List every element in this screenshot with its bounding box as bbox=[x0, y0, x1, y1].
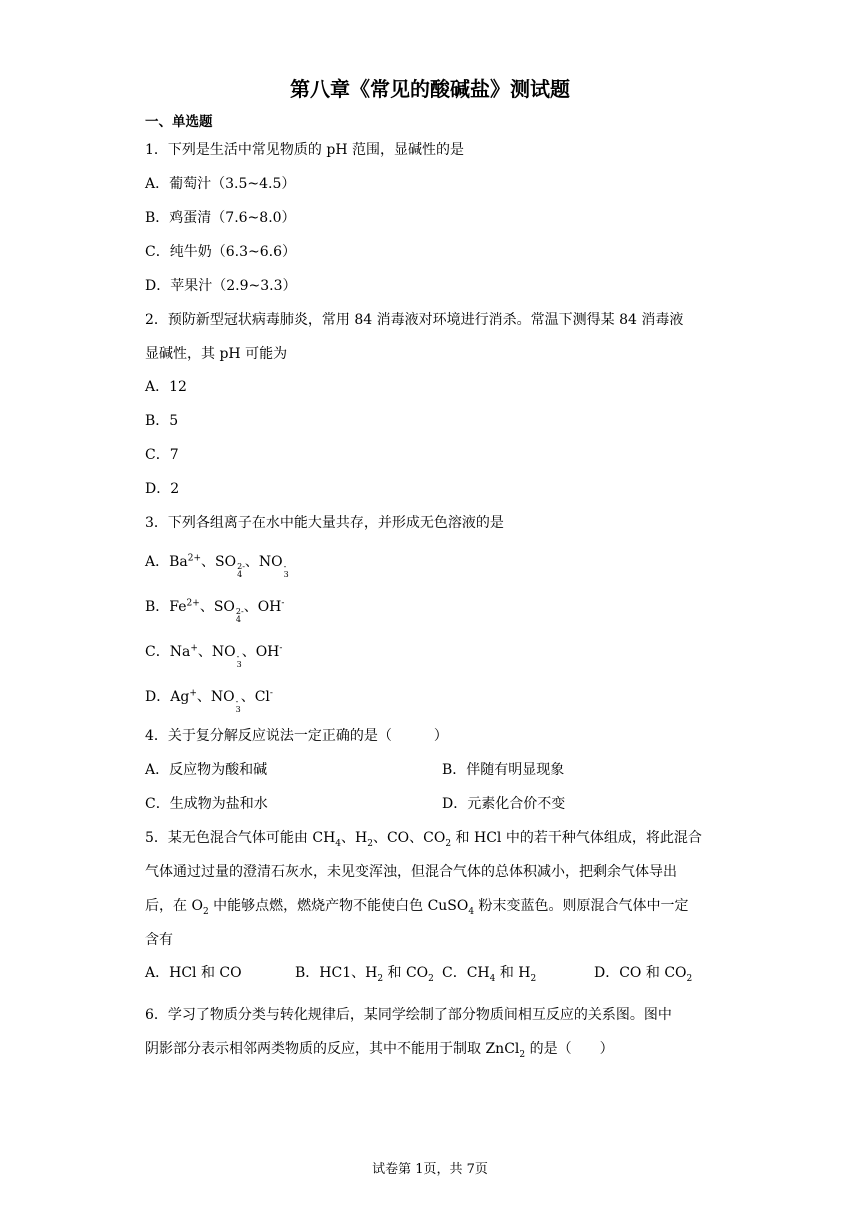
section-heading: 一、单选题 bbox=[145, 114, 213, 130]
q3-stem: 3．下列各组离子在水中能大量共存，并形成无色溶液的是 bbox=[145, 515, 504, 531]
q1-option-b[interactable]: B．鸡蛋清（7.6~8.0） bbox=[145, 210, 296, 226]
q1-option-a[interactable]: A．葡萄汁（3.5~4.5） bbox=[145, 176, 296, 192]
page-footer: 试卷第 1页，共 7页 bbox=[372, 1162, 488, 1177]
option-label: D． bbox=[145, 689, 171, 705]
q4-option-d[interactable]: D．元素化合价不变 bbox=[442, 796, 566, 812]
q3-option-a[interactable]: A．$Ba^{2+}$、SO 2- 4 、NO - 3 bbox=[145, 553, 289, 579]
q1-stem: 1．下列是生活中常见物质的 pH 范围，显碱性的是 bbox=[145, 142, 464, 158]
q3-option-c[interactable]: C．Na+、NO - 3 、OH- bbox=[145, 643, 283, 669]
q5-stem-line1: 5．某无色混合气体可能由 $CH_4$、$H_2$、CO、$CO_2$ 和 HCl 中的若干种气体组成，将此混合 bbox=[145, 830, 702, 849]
q2-stem-line2: 显碱性，其 pH 可能为 bbox=[145, 346, 288, 362]
q2-option-b[interactable]: B．5 bbox=[145, 413, 179, 429]
q5-option-c[interactable]: C．$CH_4$ 和 $H_2$ bbox=[442, 965, 537, 984]
q6-stem-line2: 阴影部分表示相邻两类物质的反应，其中不能用于制取 ZnCl$_2$ 的是（ ） bbox=[145, 1041, 614, 1060]
q5-option-a[interactable]: A．HCl 和 CO bbox=[145, 965, 242, 981]
q5-stem-line3: 后，在 $O_2$ 中能够点燃，燃烧产物不能使白色 CuSO$_4$ 粉末变蓝色。则原混合气体中一定 bbox=[145, 898, 689, 917]
q3-option-d[interactable]: D．Ag+、NO - 3 、Cl- bbox=[145, 688, 273, 714]
option-label: B． bbox=[145, 599, 170, 615]
option-label: A． bbox=[145, 554, 170, 570]
q1-option-c[interactable]: C．纯牛奶（6.3~6.6） bbox=[145, 244, 296, 260]
option-label: C． bbox=[145, 644, 170, 660]
q2-option-c[interactable]: C．7 bbox=[145, 447, 179, 463]
q3-option-b[interactable]: B．$Fe^{2+}$、SO 2- 4 、OH- bbox=[145, 598, 285, 624]
q2-stem-line1: 2．预防新型冠状病毒肺炎，常用 84 消毒液对环境进行消杀。常温下测得某 84 消毒液 bbox=[145, 312, 684, 328]
q2-option-d[interactable]: D．2 bbox=[145, 481, 180, 497]
q2-option-a[interactable]: A．12 bbox=[145, 379, 187, 395]
q5-stem-line4: 含有 bbox=[145, 932, 173, 948]
q5-option-b[interactable]: B．HC1、$H_2$ 和 $CO_2$ bbox=[295, 965, 434, 984]
page-title: 第八章《常见的酸碱盐》测试题 bbox=[290, 77, 570, 101]
q5-stem-line2: 气体通过过量的澄清石灰水，未见变浑浊，但混合气体的总体积减小，把剩余气体导出 bbox=[145, 864, 677, 880]
q4-option-c[interactable]: C．生成物为盐和水 bbox=[145, 796, 268, 812]
q1-option-d[interactable]: D．苹果汁（2.9~3.3） bbox=[145, 278, 297, 294]
q4-option-b[interactable]: B．伴随有明显现象 bbox=[442, 762, 565, 778]
q6-stem-line1: 6．学习了物质分类与转化规律后，某同学绘制了部分物质间相互反应的关系图。图中 bbox=[145, 1007, 672, 1023]
q4-stem: 4．关于复分解反应说法一定正确的是（ ） bbox=[145, 728, 448, 744]
q5-option-d[interactable]: D．CO 和 $CO_2$ bbox=[594, 965, 693, 984]
q4-option-a[interactable]: A．反应物为酸和碱 bbox=[145, 762, 268, 778]
